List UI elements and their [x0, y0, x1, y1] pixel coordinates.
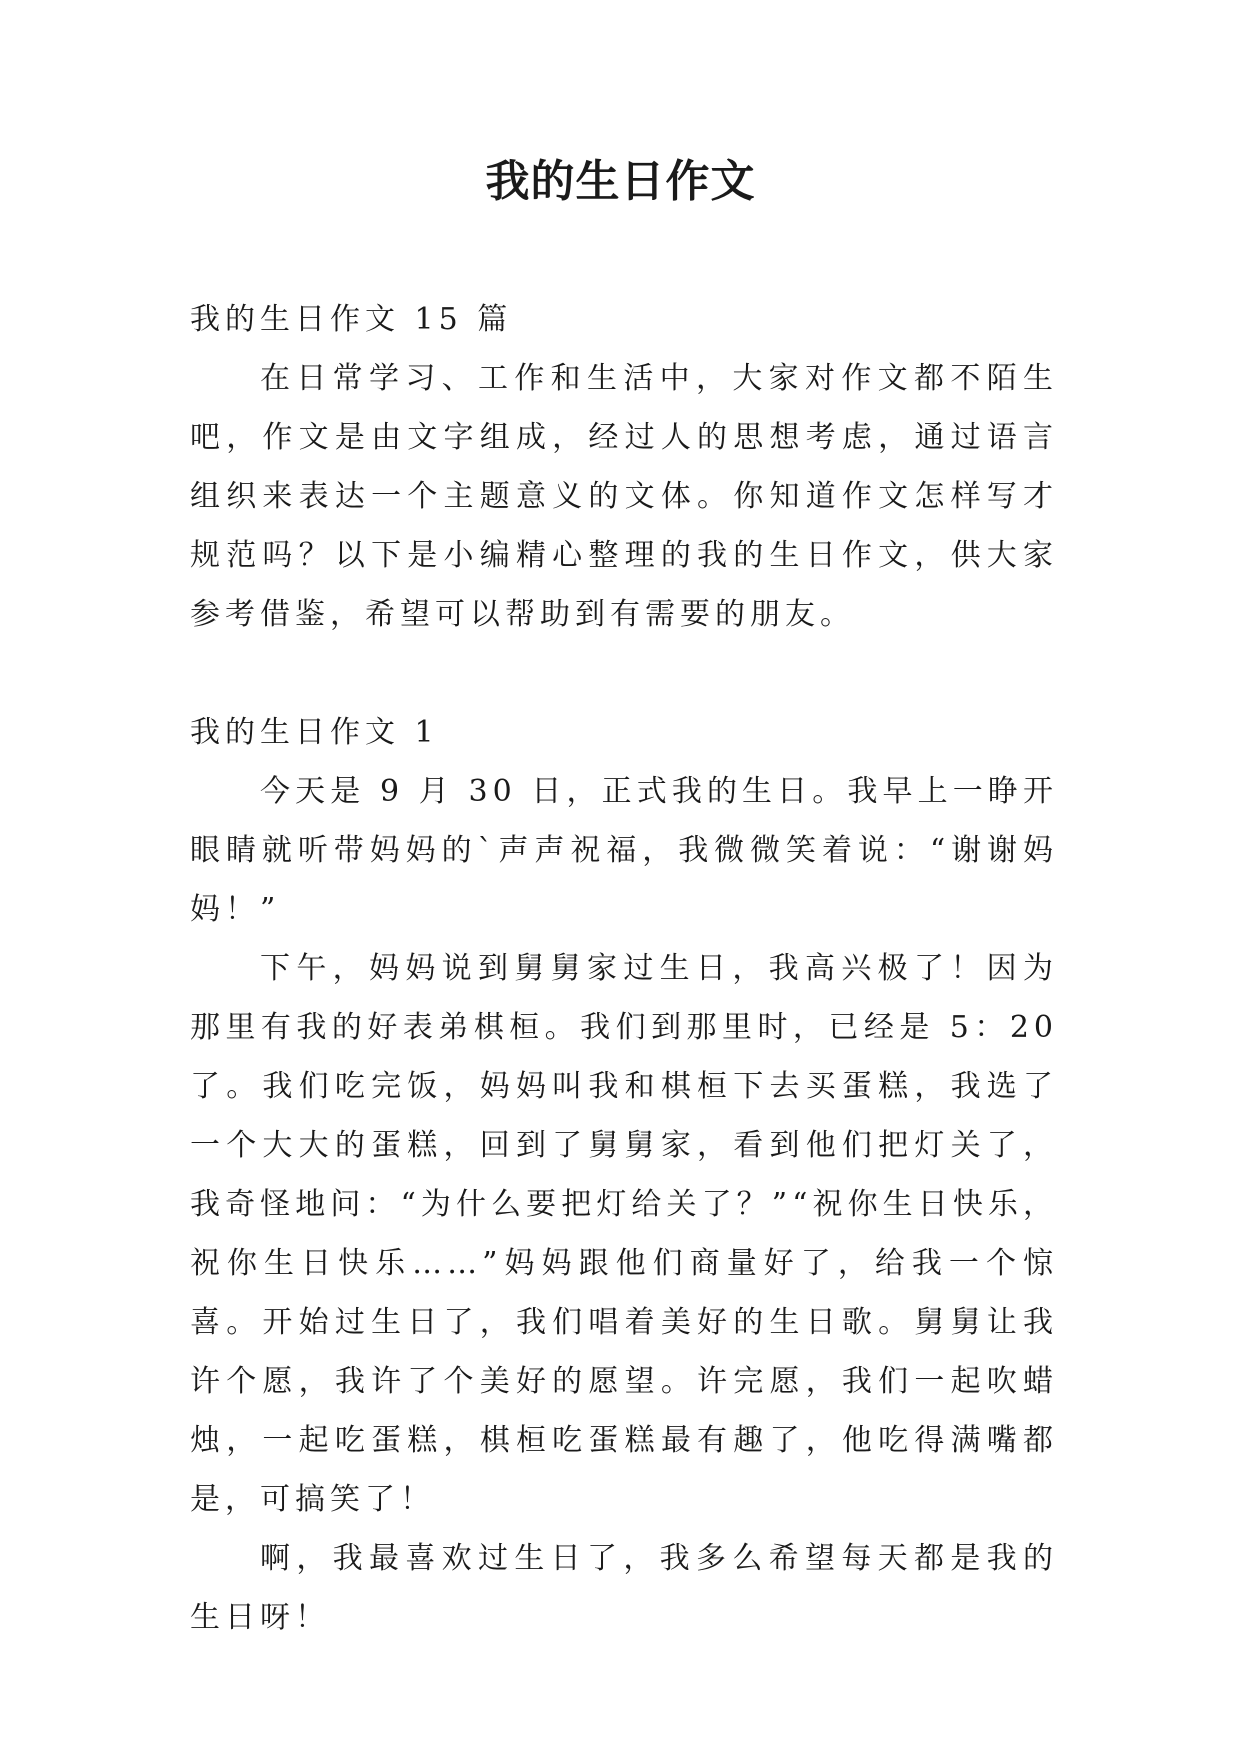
essay-1-paragraph: 下午，妈妈说到舅舅家过生日，我高兴极了！因为那里有我的好表弟棋桓。我们到那里时，已经是 5：20 了。我们吃完饭，妈妈叫我和棋桓下去买蛋糕，我选了一个大大的蛋糕，回到了舅舅家，看到他们把灯关了，我奇怪地问：“为什么要把灯给关了？”“祝你生日快乐，祝你生日快乐……”妈妈跟他们商量好了，给我一个惊喜。开始过生日了，我们唱着美好的生日歌。舅舅让我许个愿，我许了个美好的愿望。许完愿，我们一起吹蜡烛，一起吃蛋糕，棋桓吃蛋糕最有趣了，他吃得满嘴都是，可搞笑了！ [190, 951, 1058, 1517]
essay-1-paragraph: 啊，我最喜欢过生日了，我多么希望每天都是我的生日呀！ [190, 1541, 1058, 1635]
document-title: 我的生日作文 [485, 156, 756, 207]
essay-1-heading: 我的生日作文 1 [190, 715, 439, 750]
section-spacer [190, 644, 1058, 703]
intro-heading: 我的生日作文 15 篇 [190, 302, 513, 337]
essay-1-paragraph: 今天是 9 月 30 日，正式我的生日。我早上一睁开眼睛就听带妈妈的`声声祝福，我微微笑着说：“谢谢妈妈！” [190, 774, 1058, 927]
intro-paragraph: 在日常学习、工作和生活中，大家对作文都不陌生吧，作文是由文字组成，经过人的思想考虑，通过语言组织来表达一个主题意义的文体。你知道作文怎样写才规范吗？以下是小编精心整理的我的生日作文，供大家参考借鉴，希望可以帮助到有需要的朋友。 [190, 361, 1058, 632]
document-body [190, 290, 1058, 1647]
